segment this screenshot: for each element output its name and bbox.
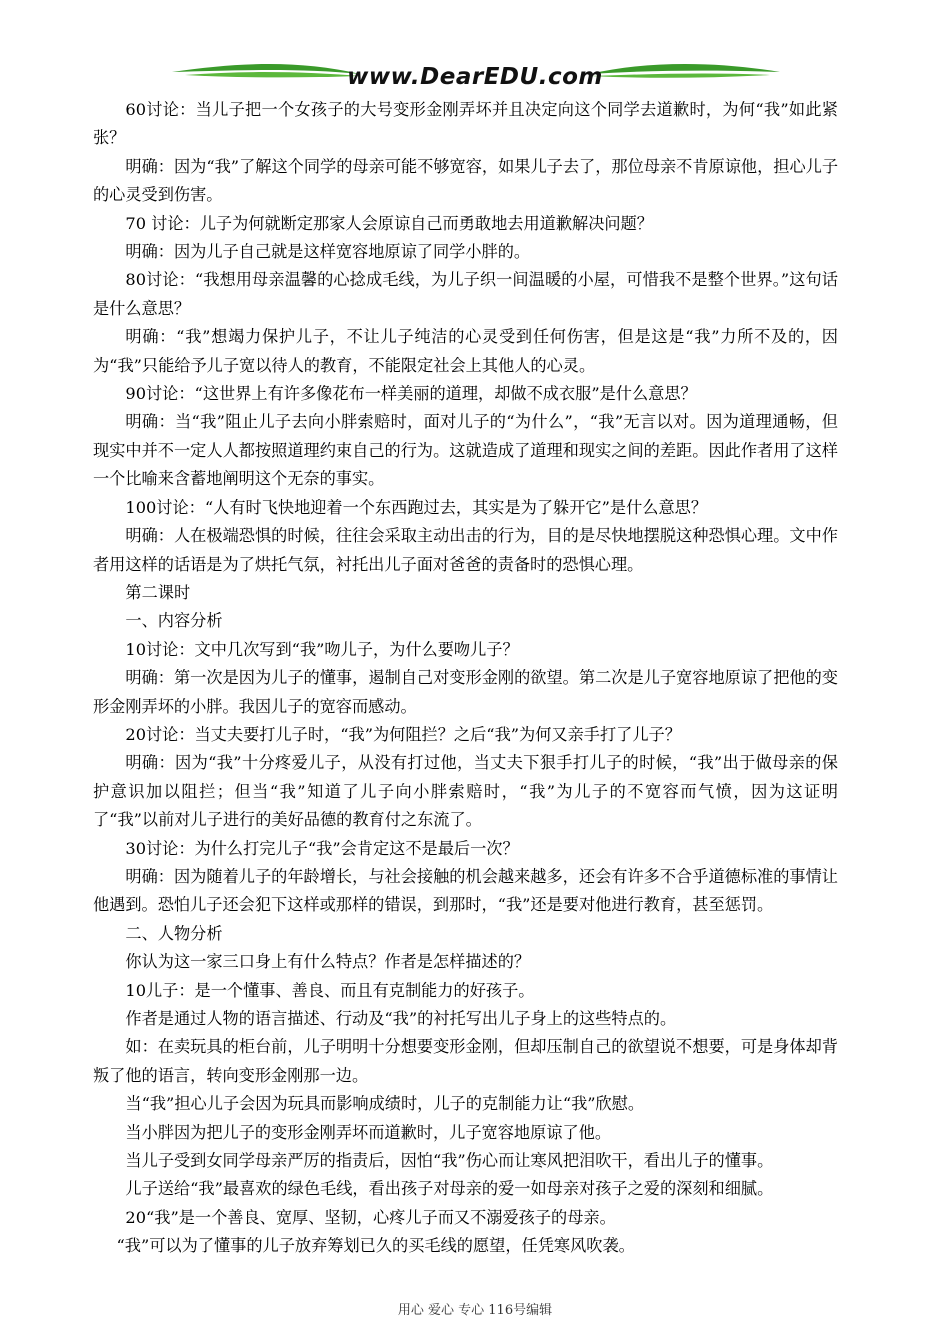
paragraph: 明确：第一次是因为儿子的懂事，遏制自己对变形金刚的欲望。第二次是儿子宽容地原谅了把他的变形金刚弄坏的小胖。我因儿子的宽容而感动。 — [93, 668, 838, 716]
paragraph: 80讨论：“我想用母亲温馨的心捻成毛线，为儿子织一间温暖的小屋，可惜我不是整个世界。”这句话是什么意思？ — [93, 270, 838, 318]
paragraph: “我”可以为了懂事的儿子放弃筹划已久的买毛线的愿望，任凭寒风吹袭。 — [116, 1236, 635, 1256]
paragraph: 10儿子：是一个懂事、善良、而且有克制能力的好孩子。 — [125, 980, 535, 1000]
paragraph: 90讨论：“这世界上有许多像花布一样美丽的道理，却做不成衣服”是什么意思？ — [125, 384, 697, 404]
paragraph: 作者是通过人物的语言描述、行动及“我”的衬托写出儿子身上的这些特点的。 — [125, 1009, 677, 1028]
paragraph: 如：在卖玩具的柜台前，儿子明明十分想要变形金刚，但却压制自己的欲望说不想要，可是身体却背叛了他的语言，转向变形金刚那一边。 — [93, 1037, 838, 1085]
paragraph: 20“我”是一个善良、宽厚、坚韧，心疼儿子而又不溺爱孩子的母亲。 — [125, 1207, 616, 1227]
paragraph: 明确：因为随着儿子的年龄增长，与社会接触的机会越来越多，还会有许多不合乎道德标准的事情让他遇到。恐怕儿子还会犯下这样或那样的错误，到那时，“我”还是要对他进行教育，甚至惩罚。 — [93, 866, 838, 915]
paragraph: 明确：当“我”阻止儿子去向小胖索赔时，面对儿子的“为什么”，“我”无言以对。因为道理通畅，但现实中并不一定人人都按照道理约束自己的行为。这就造成了道理和现实之间的差距。因此作者用了这样一个比喻来含蓄地阐明这个无奈的事实。 — [93, 412, 838, 489]
site-logo-text: www.DearEDU.com — [347, 64, 603, 90]
section-heading: 一、内容分析 — [125, 611, 223, 631]
paragraph: 70 讨论：儿子为何就断定那家人会原谅自己而勇敢地去用道歉解决问题？ — [125, 213, 653, 233]
paragraph: 明确：因为儿子自己就是这样宽容地原谅了同学小胖的。 — [125, 242, 531, 262]
page-footer: 用心 爱心 专心 116号编辑 — [397, 1303, 553, 1318]
paragraph: 10讨论：文中几次写到“我”吻儿子，为什么要吻儿子？ — [125, 639, 519, 659]
paragraph: 明确：“我”想竭力保护儿子，不让儿子纯洁的心灵受到任何伤害，但是这是“我”力所不及的，因为“我”只能给予儿子宽以待人的教育，不能限定社会上其他人的心灵。 — [93, 327, 838, 375]
paragraph: 当小胖因为把儿子的变形金刚弄坏而道歉时，儿子宽容地原谅了他。 — [125, 1122, 612, 1142]
paragraph: 30讨论：为什么打完儿子“我”会肯定这不是最后一次？ — [125, 838, 519, 858]
paragraph: 当“我”担心儿子会因为玩具而影响成绩时，儿子的克制能力让“我”欣慰。 — [125, 1094, 645, 1114]
paragraph: 明确：因为“我”了解这个同学的母亲可能不够宽容，如果儿子去了，那位母亲不肯原谅他，担心儿子的心灵受到伤害。 — [93, 156, 839, 205]
lesson-heading: 第二课时 — [125, 582, 191, 602]
document-body — [93, 96, 838, 1261]
paragraph: 60讨论：当儿子把一个女孩子的大号变形金刚弄坏并且决定向这个同学去道歉时，为何“我”如此紧张？ — [93, 100, 838, 148]
paragraph: 你认为这一家三口身上有什么特点？作者是怎样描述的？ — [125, 952, 531, 972]
paragraph: 20讨论：当丈夫要打儿子时，“我”为何阻拦？之后“我”为何又亲手打了儿子？ — [125, 724, 681, 744]
paragraph: 明确：人在极端恐惧的时候，往往会采取主动出击的行为，目的是尽快地摆脱这种恐惧心理。文中作者用这样的话语是为了烘托气氛，衬托出儿子面对爸爸的责备时的恐惧心理。 — [93, 526, 838, 574]
page-header — [0, 52, 950, 96]
paragraph: 当儿子受到女同学母亲严厉的指责后，因怕“我”伤心而让寒风把泪吹干，看出儿子的懂事。 — [125, 1151, 774, 1171]
paragraph: 100讨论：“人有时飞快地迎着一个东西跑过去，其实是为了躲开它”是什么意思？ — [125, 497, 708, 517]
section-heading: 二、人物分析 — [125, 923, 223, 943]
paragraph: 儿子送给“我”最喜欢的绿色毛线，看出孩子对母亲的爱一如母亲对孩子之爱的深刻和细腻。 — [125, 1179, 774, 1199]
paragraph: 明确：因为“我”十分疼爱儿子，从没有打过他，当丈夫下狠手打儿子的时候，“我”出于做母亲的保护意识加以阻拦；但当“我”知道了儿子向小胖索赔时，“我”为儿子的不宽容而气愤，因为这证明了“我”以前对儿子进行的美好品德的教育付之东流了。 — [93, 753, 838, 830]
